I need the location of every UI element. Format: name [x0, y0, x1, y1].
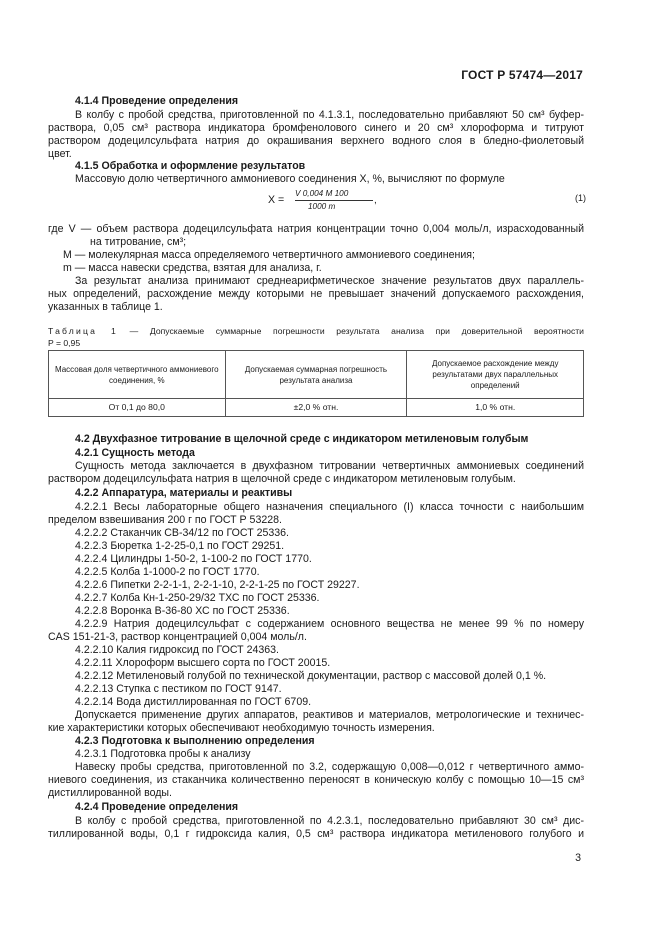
formula-numerator: V 0,004 M 100: [295, 189, 349, 198]
document-code: ГОСТ Р 57474—2017: [461, 68, 583, 82]
table-caption-text: — Допускаемые суммарные погрешности результата анализа при доверительной вероятности: [117, 326, 584, 336]
paragraph-line: цвет.: [48, 148, 72, 160]
paragraph-line: дистиллированной воды.: [48, 787, 172, 799]
list-item: 4.2.2.5 Колба 1-1000-2 по ГОСТ 1770.: [75, 566, 260, 578]
list-item: 4.2.2.13 Ступка с пестиком по ГОСТ 9147.: [75, 683, 282, 695]
heading-4-2-3-1: 4.2.3.1 Подготовка пробы к анализу: [75, 748, 251, 760]
heading-4-1-5: 4.1.5 Обработка и оформление результатов: [75, 160, 306, 172]
paragraph-line: Допускается применение других аппаратов, реактивов и материалов, метрологические и техничес-: [75, 709, 584, 721]
table-header-cell: Массовая доля четвертичного аммониевого соединения, %: [49, 351, 226, 399]
list-item: 4.2.2.1 Весы лабораторные общего назначения специального (I) класса точности с наибольшим: [75, 501, 584, 513]
paragraph-line: ниевого соединения, из стаканчика количественно переносят в коническую колбу с помощью 10—15 см³: [48, 774, 584, 786]
where-line: на титрование, см³;: [90, 236, 187, 248]
equation-number: (1): [575, 193, 586, 203]
paragraph-line: В колбу с пробой средства, приготовленной по 4.1.3.1, последовательно прибавляют 50 см³ буфер-: [75, 109, 584, 121]
list-item: 4.2.2.8 Воронка В-36-80 ХС по ГОСТ 25336.: [75, 605, 290, 617]
heading-4-2: 4.2 Двухфазное титрование в щелочной среде с индикатором метиленовым голубым: [75, 433, 529, 445]
list-item: 4.2.2.4 Цилиндры 1-50-2, 1-100-2 по ГОСТ 1770.: [75, 553, 312, 565]
where-line: M — молекулярная масса определяемого четвертичного аммониевого соединения;: [63, 249, 475, 261]
page-number: 3: [575, 852, 581, 864]
paragraph-line: Навеску пробы средства, приготовленной по 3.2, содержащую 0,008—0,012 г четвертичного аммо-: [75, 761, 584, 773]
fraction-bar: [295, 200, 373, 201]
list-item: CAS 151-21-3, раствор концентрацией 0,004 моль/л.: [48, 631, 307, 643]
heading-4-2-1: 4.2.1 Сущность метода: [75, 447, 195, 459]
table-row: [49, 399, 584, 417]
table-cell: ±2,0 % отн.: [225, 399, 407, 417]
table-1: [48, 350, 584, 417]
paragraph-line: В колбу с пробой средства, приготовленной по 4.2.3.1, последовательно прибавляют 30 см³ дис-: [75, 815, 584, 827]
heading-4-1-4: 4.1.4 Проведение определения: [75, 95, 239, 107]
table-caption-lead: Таблица 1: [48, 326, 118, 336]
paragraph-line: Сущность метода заключается в двухфазном титровании четвертичных аммониевых соединений: [75, 460, 584, 472]
list-item: 4.2.2.7 Колба Кн-1-250-29/32 ТХС по ГОСТ 25336.: [75, 592, 320, 604]
heading-4-2-3: 4.2.3 Подготовка к выполнению определения: [75, 735, 315, 747]
formula-comma: ,: [374, 195, 377, 206]
where-line: m — масса навески средства, взятая для анализа, г.: [63, 262, 322, 274]
table-cell: 1,0 % отн.: [407, 399, 584, 417]
formula-lhs: X =: [268, 194, 285, 206]
paragraph-line: тиллированной воды, 0,1 г гидроксида калия, 0,5 см³ раствора индикатора метиленового голубого и: [48, 828, 584, 840]
table-caption: [48, 325, 584, 349]
paragraph-line: За результат анализа принимают среднеарифметическое значение результатов двух параллель-: [75, 275, 584, 287]
paragraph-line: раствором додецилсульфата натрия в щелочной среде с индикатором метиленовым голубым.: [48, 473, 516, 485]
formula-denominator: 1000 m: [308, 202, 336, 211]
table-caption-p: P = 0,95: [48, 338, 81, 348]
paragraph-line: Массовую долю четвертичного аммониевого соединения X, %, вычисляют по формуле: [75, 173, 505, 185]
list-item: 4.2.2.12 Метиленовый голубой по технической документации, раствор с массовой долей 0,1 %.: [75, 670, 547, 682]
where-line: где V — объем раствора додецилсульфата натрия концентрации точно 0,004 моль/л, израсходованный: [48, 223, 584, 235]
table-header-cell: Допускаемая суммарная погрешность результата анализа: [225, 351, 407, 399]
paragraph-line: раствором додецилсульфата натрия до окрашивания верхнего водного слоя в бледно-фиолетовый: [48, 135, 584, 147]
paragraph-line: ных определений, расхождение между которыми не превышает значений допускаемого расхождения,: [48, 288, 584, 300]
paragraph-line: раствора, 0,05 см³ раствора индикатора бромфенолового синего и 20 см³ хлороформа и титруют: [48, 122, 584, 134]
list-item: 4.2.2.14 Вода дистиллированная по ГОСТ 6709.: [75, 696, 312, 708]
paragraph-line: кие характеристики которых обеспечивают необходимую точность измерения.: [48, 722, 435, 734]
list-item: 4.2.2.6 Пипетки 2-2-1-1, 2-2-1-10, 2-2-1-25 по ГОСТ 29227.: [75, 579, 360, 591]
heading-4-2-4: 4.2.4 Проведение определения: [75, 801, 239, 813]
list-item: 4.2.2.11 Хлороформ высшего сорта по ГОСТ 20015.: [75, 657, 331, 669]
list-item: 4.2.2.3 Бюретка 1-2-25-0,1 по ГОСТ 29251.: [75, 540, 285, 552]
table-header-row: [49, 351, 584, 399]
list-item: 4.2.2.10 Калия гидроксид по ГОСТ 24363.: [75, 644, 279, 656]
table-header-cell: Допускаемое расхождение между результатами двух параллельных определений: [407, 351, 584, 399]
list-item: 4.2.2.2 Стаканчик СВ-34/12 по ГОСТ 25336.: [75, 527, 290, 539]
heading-4-2-2: 4.2.2 Аппаратура, материалы и реактивы: [75, 487, 293, 499]
table-cell: От 0,1 до 80,0: [49, 399, 226, 417]
formula-1: [268, 189, 388, 215]
paragraph-line: указанных в таблице 1.: [48, 301, 163, 313]
list-item: 4.2.2.9 Натрия додецилсульфат с содержанием основного вещества не менее 99 % по номеру: [75, 618, 584, 630]
list-item: пределом взвешивания 200 г по ГОСТ Р 53228.: [48, 514, 282, 526]
